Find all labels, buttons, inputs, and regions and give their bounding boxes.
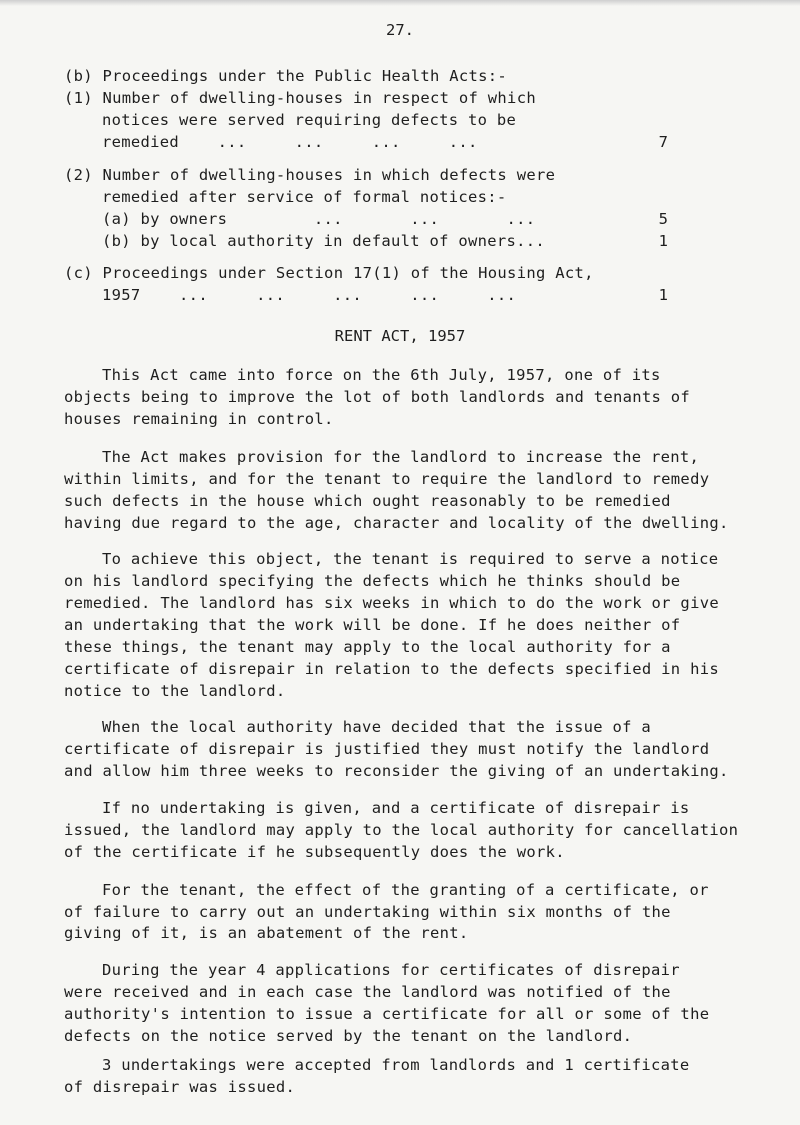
item-1-line-3: remedied ... ... ... ... [102, 132, 478, 151]
paragraph-line: notice to the landlord. [64, 681, 286, 700]
paragraph-line: these things, the tenant may apply to the local authority for a [64, 637, 671, 656]
paragraph-line: During the year 4 applications for certificates of disrepair [102, 960, 680, 979]
rent-act-heading: RENT ACT, 1957 [334, 326, 466, 345]
paragraph-line: 3 undertakings were accepted from landlords and 1 certificate [102, 1056, 690, 1075]
paragraph-line: The Act makes provision for the landlord to increase the rent, [102, 447, 700, 466]
paragraph-line: such defects in the house which ought reasonably to be remedied [64, 491, 671, 510]
item-2a-label: (a) by owners ... ... ... [102, 210, 536, 229]
item-2-line-1: (2) Number of dwelling-houses in which defects were [64, 166, 556, 185]
item-2b-label: (b) by local authority in default of owners... [102, 232, 546, 251]
item-2-line-2: remedied after service of formal notices:- [102, 188, 507, 207]
paragraph-line: of failure to carry out an undertaking within six months of the [64, 902, 671, 921]
paragraph-line: were received and in each case the landlord was notified of the [64, 982, 671, 1001]
item-1-line-1: (1) Number of dwelling-houses in respect of which [64, 88, 536, 107]
paragraph-line: having due regard to the age, character and locality of the dwelling. [64, 513, 729, 532]
paragraph-line: and allow him three weeks to reconsider the giving of an undertaking. [64, 762, 729, 781]
paragraph-line: certificate of disrepair in relation to the defects specified in his [64, 659, 719, 678]
paragraph-line: This Act came into force on the 6th July, 1957, one of its [102, 365, 661, 384]
item-2b-value: 1 [658, 232, 668, 251]
paragraph-line: authority's intention to issue a certificate for all or some of the [64, 1004, 710, 1023]
paragraph-line: within limits, and for the tenant to require the landlord to remedy [64, 469, 710, 488]
paragraph-line: If no undertaking is given, and a certificate of disrepair is [102, 799, 690, 818]
section-c-line-2: 1957 ... ... ... ... ... [102, 285, 517, 304]
paragraph-line: certificate of disrepair is justified they must notify the landlord [64, 740, 710, 759]
paragraph-line: remedied. The landlord has six weeks in which to do the work or give [64, 594, 719, 612]
paragraph-line: houses remaining in control. [64, 409, 334, 428]
paragraph-line: of disrepair was issued. [64, 1078, 296, 1097]
paragraph-line: of the certificate if he subsequently does the work. [64, 843, 565, 862]
paragraph-line: giving of it, is an abatement of the rent. [64, 924, 469, 943]
section-c-line-1: (c) Proceedings under Section 17(1) of the Housing Act, [64, 263, 594, 282]
item-2a-value: 5 [658, 210, 668, 229]
scan-edge-shadow [0, 0, 800, 6]
paragraph-line: For the tenant, the effect of the granting of a certificate, or [102, 880, 709, 899]
page-number: 27. [386, 21, 414, 39]
section-c-value: 1 [658, 285, 668, 304]
paragraph-line: To achieve this object, the tenant is required to serve a notice [102, 550, 719, 569]
item-1-line-2: notices were served requiring defects to be [102, 110, 517, 129]
paragraph-line: issued, the landlord may apply to the local authority for cancellation [64, 821, 739, 840]
paragraph-line: objects being to improve the lot of both landlords and tenants of [64, 387, 691, 406]
section-b-heading: (b) Proceedings under the Public Health Acts:- [64, 66, 508, 85]
paragraph-line: on his landlord specifying the defects which he thinks should be [64, 572, 681, 590]
item-1-value: 7 [658, 132, 668, 151]
paragraph-line: defects on the notice served by the tenant on the landlord. [64, 1026, 633, 1045]
paragraph-line: an undertaking that the work will be done. If he does neither of [64, 616, 681, 634]
paragraph-line: When the local authority have decided that the issue of a [102, 718, 652, 737]
